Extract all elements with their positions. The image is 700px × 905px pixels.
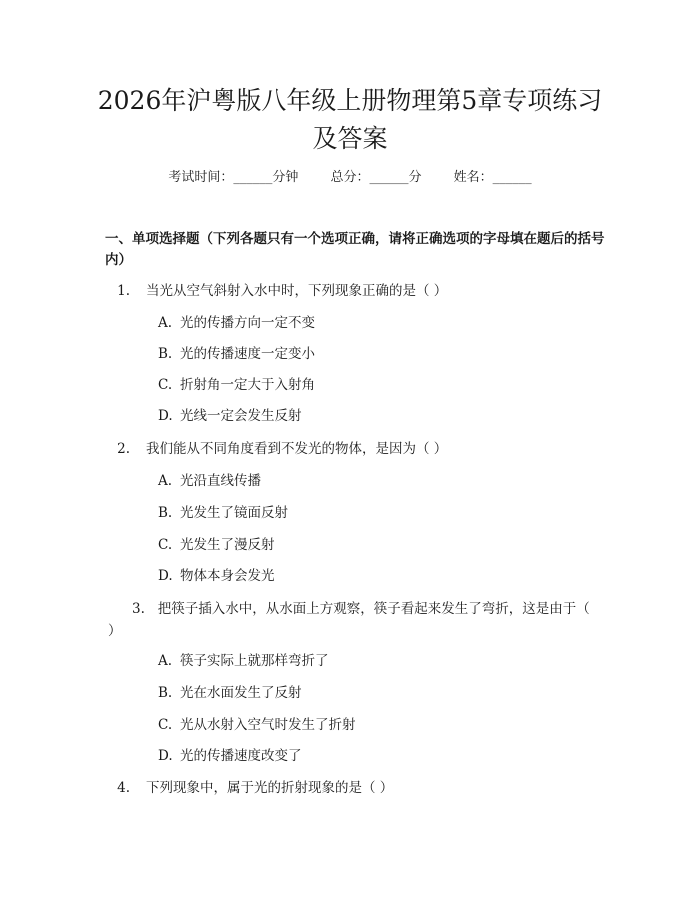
option-text: 光在水面发生了反射 <box>180 685 302 701</box>
option-letter: C. <box>158 717 173 733</box>
student-name: 姓名：______ <box>453 170 532 185</box>
question-number: 3. <box>132 601 145 617</box>
question-2 <box>108 438 593 460</box>
option-1a <box>158 313 578 333</box>
question-text: 当光从空气斜射入水中时，下列现象正确的是（ ） <box>146 283 448 299</box>
option-letter: A. <box>158 473 173 489</box>
option-text: 光从水射入空气时发生了折射 <box>180 717 356 733</box>
option-letter: D. <box>158 748 173 764</box>
document-title: 2026年沪粤版八年级上册物理第5章专项练习及答案 <box>97 86 603 153</box>
option-text: 光的传播速度一定变小 <box>180 346 315 362</box>
exam-time: 考试时间：______分钟 <box>168 170 299 185</box>
total-score: 总分：______分 <box>330 170 422 185</box>
question-text: 把筷子插入水中，从水面上方观察，筷子看起来发生了弯折，这是由于（ ） <box>108 601 590 639</box>
question-number: 2. <box>117 441 130 457</box>
option-text: 光线一定会发生反射 <box>180 408 302 424</box>
section-heading: 一、单项选择题（下列各题只有一个选项正确，请将正确选项的字母填在题后的括号内） <box>105 231 605 268</box>
option-text: 光发生了镜面反射 <box>180 505 288 521</box>
option-1b <box>158 344 578 364</box>
option-letter: C. <box>158 537 173 553</box>
option-text: 折射角一定大于入射角 <box>180 377 315 393</box>
question-number: 1. <box>117 283 130 299</box>
option-2d <box>158 566 578 586</box>
option-text: 光的传播方向一定不变 <box>180 315 315 331</box>
question-1 <box>108 280 593 302</box>
option-3b <box>158 683 578 703</box>
option-letter: B. <box>158 346 173 362</box>
option-text: 物体本身会发光 <box>180 568 275 584</box>
option-2c <box>158 535 578 555</box>
question-4 <box>108 777 593 799</box>
option-letter: C. <box>158 377 173 393</box>
option-2b <box>158 503 578 523</box>
option-3c <box>158 715 578 735</box>
option-letter: D. <box>158 568 173 584</box>
question-3 <box>108 598 593 642</box>
option-text: 筷子实际上就那样弯折了 <box>180 653 329 669</box>
option-letter: B. <box>158 685 173 701</box>
option-3a <box>158 651 578 671</box>
option-1c <box>158 375 578 395</box>
exam-meta <box>0 168 700 188</box>
option-text: 光发生了漫反射 <box>180 537 275 553</box>
option-letter: D. <box>158 408 173 424</box>
option-3d <box>158 746 578 766</box>
option-text: 光的传播速度改变了 <box>180 748 302 764</box>
option-2a <box>158 471 578 491</box>
option-1d <box>158 406 578 426</box>
option-text: 光沿直线传播 <box>180 473 261 489</box>
question-number: 4. <box>117 780 130 796</box>
option-letter: A. <box>158 315 173 331</box>
question-text: 我们能从不同角度看到不发光的物体，是因为（ ） <box>146 441 448 457</box>
question-text: 下列现象中，属于光的折射现象的是（ ） <box>146 780 394 796</box>
option-letter: B. <box>158 505 173 521</box>
option-letter: A. <box>158 653 173 669</box>
